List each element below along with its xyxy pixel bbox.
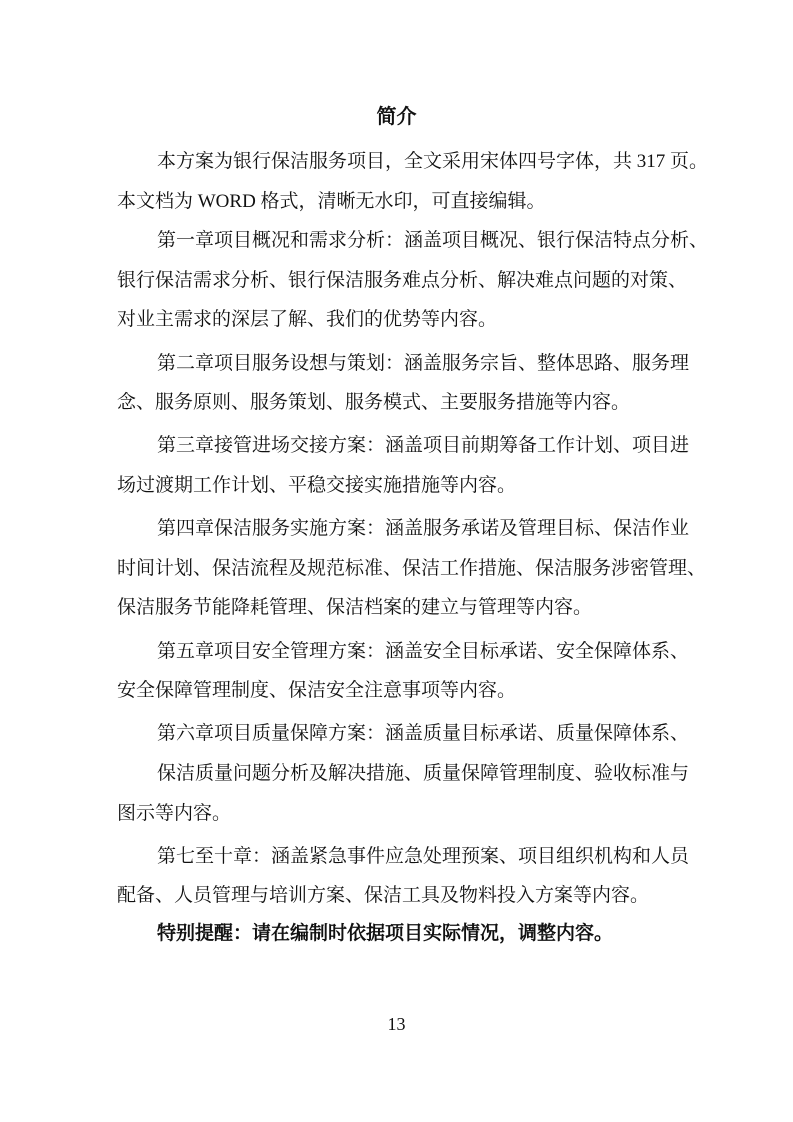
special-reminder: 特别提醒：请在编制时依据项目实际情况，调整内容。 bbox=[157, 923, 614, 944]
page-title: 简介 bbox=[376, 106, 417, 128]
text-line: 第一章项目概况和需求分析：涵盖项目概况、银行保洁特点分析、 bbox=[157, 230, 709, 251]
text-line: 保洁质量问题分析及解决措施、质量保障管理制度、验收标准与 bbox=[157, 763, 690, 784]
text-line: 第四章保洁服务实施方案：涵盖服务承诺及管理目标、保洁作业 bbox=[157, 518, 690, 539]
text-line: 银行保洁需求分析、银行保洁服务难点分析、解决难点问题的对策、 bbox=[117, 270, 688, 291]
text-line: 本文档为 WORD 格式，清晰无水印，可直接编辑。 bbox=[117, 191, 546, 212]
text-line: 念、服务原则、服务策划、服务模式、主要服务措施等内容。 bbox=[117, 392, 631, 413]
text-line: 第六章项目质量保障方案：涵盖质量目标承诺、质量保障体系、 bbox=[157, 723, 690, 744]
text-line: 第二章项目服务设想与策划：涵盖服务宗旨、整体思路、服务理 bbox=[157, 353, 690, 374]
text-line: 配备、人员管理与培训方案、保洁工具及物料投入方案等内容。 bbox=[117, 885, 650, 906]
text-line: 图示等内容。 bbox=[117, 803, 232, 824]
text-line: 本方案为银行保洁服务项目，全文采用宋体四号字体，共 317 页。 bbox=[157, 151, 709, 172]
text-line: 第三章接管进场交接方案：涵盖项目前期筹备工作计划、项目进 bbox=[157, 435, 690, 456]
text-line: 对业主需求的深层了解、我们的优势等内容。 bbox=[117, 309, 498, 330]
text-line: 第五章项目安全管理方案：涵盖安全目标承诺、安全保障体系、 bbox=[157, 641, 690, 662]
text-line: 场过渡期工作计划、平稳交接实施措施等内容。 bbox=[117, 475, 517, 496]
text-line: 第七至十章：涵盖紧急事件应急处理预案、项目组织机构和人员 bbox=[157, 846, 690, 867]
text-line: 时间计划、保洁流程及规范标准、保洁工作措施、保洁服务涉密管理、 bbox=[117, 558, 707, 579]
text-line: 保洁服务节能降耗管理、保洁档案的建立与管理等内容。 bbox=[117, 597, 593, 618]
page-number: 13 bbox=[387, 1014, 406, 1034]
text-line: 安全保障管理制度、保洁安全注意事项等内容。 bbox=[117, 680, 517, 701]
